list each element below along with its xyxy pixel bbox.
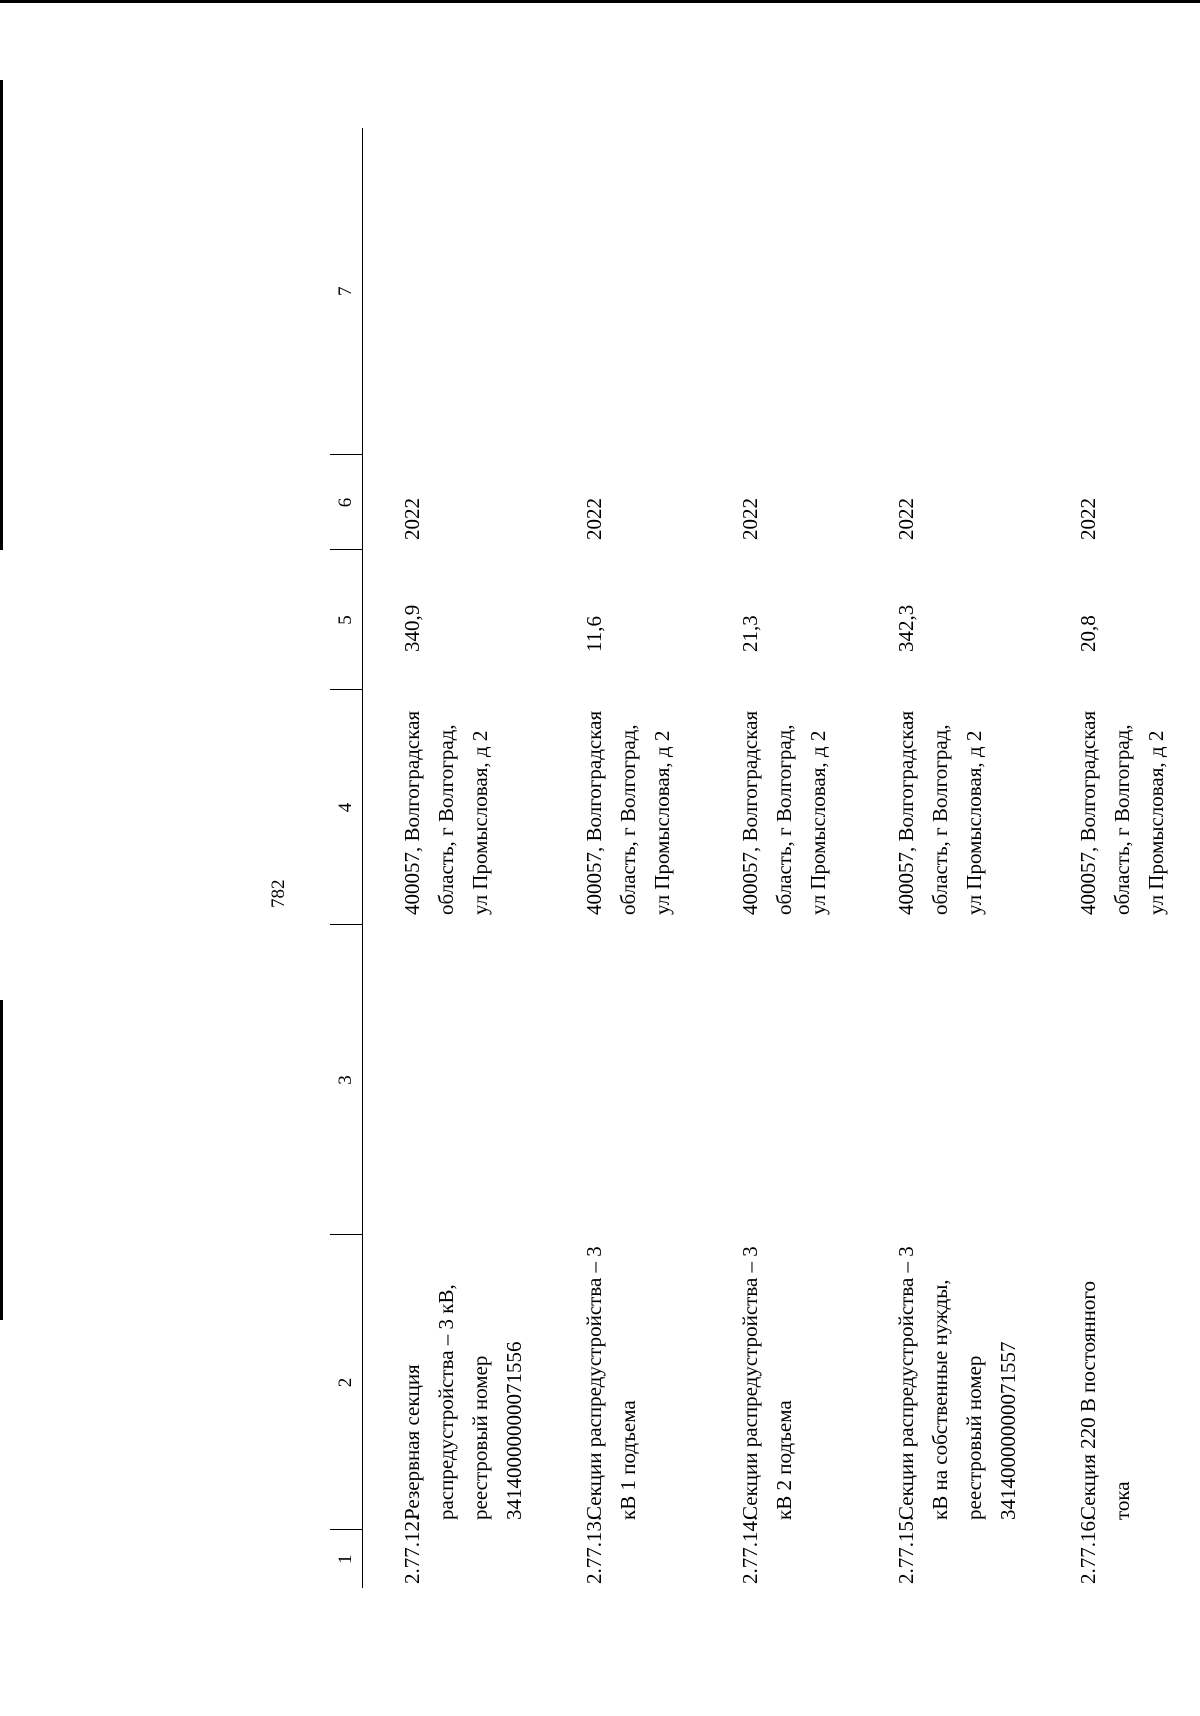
row-id: 2.77.12. — [400, 1515, 424, 1584]
row-col3 — [545, 925, 701, 1235]
row-id: 2.77.14. — [738, 1515, 762, 1584]
row-value: 11,6 — [582, 616, 606, 652]
table-row — [545, 128, 701, 1588]
row-year: 2022 — [738, 498, 762, 540]
row-col3 — [363, 925, 546, 1235]
row-id: 2.77.13. — [582, 1515, 606, 1584]
row-name: Секции распредустройства – 3 кВ 2 подъема — [738, 1246, 796, 1520]
row-col7 — [701, 128, 857, 455]
row-value: 20,8 — [1076, 615, 1100, 652]
column-header: 2 — [330, 1235, 363, 1530]
row-name: Секции распредустройства – 3 кВ 1 подъема — [582, 1246, 640, 1520]
row-name: Резервная секция распредустройства – 3 кВ, реестровый номер 34140000000071556 — [400, 1284, 526, 1520]
row-id: 2.77.15. — [894, 1515, 918, 1584]
column-header: 6 — [330, 455, 363, 550]
row-col3 — [701, 925, 857, 1235]
row-address: 400057, Волгоградская область, г Волгоград, ул Промысловая, д 2 — [1076, 710, 1168, 915]
row-col7 — [1039, 128, 1195, 455]
table-row — [857, 128, 1039, 1588]
row-col7 — [545, 128, 701, 455]
rotated-page-content — [180, 128, 1180, 1588]
row-year: 2022 — [894, 498, 918, 540]
column-header: 4 — [330, 690, 363, 925]
table-row — [1039, 128, 1195, 1588]
scan-edge-left — [0, 1000, 3, 1320]
column-header: 3 — [330, 925, 363, 1235]
row-value: 21,3 — [738, 615, 762, 652]
row-col3 — [1039, 925, 1195, 1235]
row-year: 2022 — [400, 498, 424, 540]
table-row — [363, 128, 546, 1588]
row-address: 400057, Волгоградская область, г Волгоград, ул Промысловая, д 2 — [582, 710, 674, 915]
page-number: 782 — [268, 879, 289, 908]
row-col7 — [857, 128, 1039, 455]
row-name: Секция 220 В постоянного тока — [1076, 1281, 1134, 1520]
row-address: 400057, Волгоградская область, г Волгоград, ул Промысловая, д 2 — [738, 710, 830, 915]
table-header-row — [330, 128, 363, 1588]
row-year: 2022 — [582, 498, 606, 540]
row-address: 400057, Волгоградская область, г Волгоград, ул Промысловая, д 2 — [400, 710, 492, 915]
scan-edge-top — [0, 0, 1200, 3]
table-row — [701, 128, 857, 1588]
column-header: 1 — [330, 1530, 363, 1588]
column-header: 7 — [330, 128, 363, 455]
row-col7 — [363, 128, 546, 455]
scan-edge-left — [0, 80, 3, 550]
row-year: 2022 — [1076, 498, 1100, 540]
row-name: Секции распредустройства – 3 кВ на собственные нужды, реестровый номер 34140000000071557 — [894, 1246, 1020, 1520]
row-value: 340,9 — [400, 604, 424, 652]
row-value: 342,3 — [894, 604, 918, 652]
registry-table — [330, 128, 1195, 1588]
row-address: 400057, Волгоградская область, г Волгоград, ул Промысловая, д 2 — [894, 710, 986, 915]
row-id: 2.77.16. — [1076, 1515, 1100, 1584]
row-col3 — [857, 925, 1039, 1235]
column-header: 5 — [330, 550, 363, 690]
